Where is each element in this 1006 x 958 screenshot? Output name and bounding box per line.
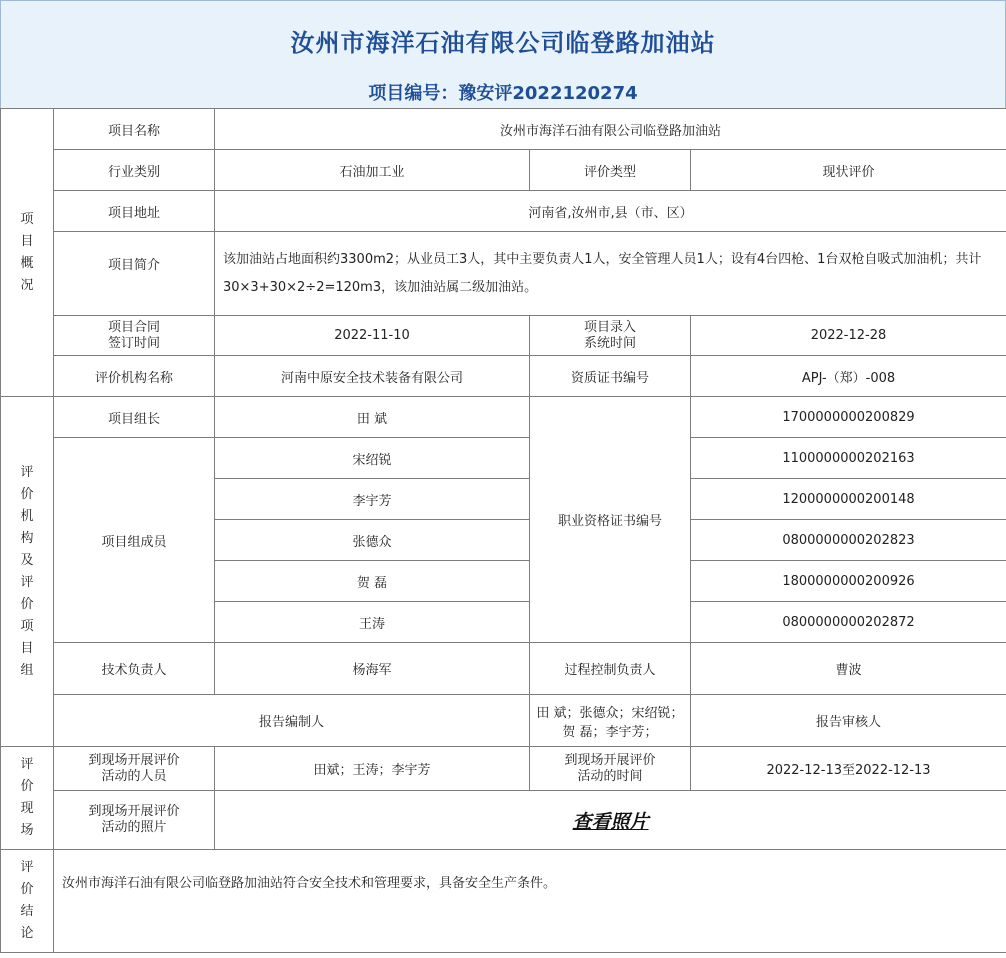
summary-line-2: 30×3+30×2÷2=120m3，该加油站属二级加油站。 <box>223 279 538 295</box>
address-value: 河南省,汝州市,县（市、区） <box>215 191 1006 232</box>
eval-type-label: 评价类型 <box>530 150 691 191</box>
site-group-label: 评 价 现 场 <box>1 747 54 850</box>
industry-value: 石油加工业 <box>215 150 530 191</box>
member-cert: 1200000000200148 <box>691 479 1006 520</box>
tech-lead-value: 杨海军 <box>215 643 530 695</box>
site-time-value: 2022-12-13至2022-12-13 <box>691 747 1006 791</box>
member-name: 王涛 <box>215 602 530 643</box>
view-photos-link[interactable]: 查看照片 <box>572 810 649 833</box>
project-info-table <box>0 108 1006 953</box>
process-lead-label: 过程控制负责人 <box>530 643 691 695</box>
agency-name-label: 评价机构名称 <box>54 356 215 397</box>
qualification-label: 职业资格证书编号 <box>530 397 691 643</box>
agency-name-value: 河南中原安全技术装备有限公司 <box>215 356 530 397</box>
member-cert: 0800000000202872 <box>691 602 1006 643</box>
leader-cert: 1700000000200829 <box>691 397 1006 438</box>
leader-name: 田 斌 <box>215 397 530 438</box>
member-cert: 1800000000200926 <box>691 561 1006 602</box>
overview-group-label: 项 目 概 况 <box>1 109 54 397</box>
member-name: 李宇芳 <box>215 479 530 520</box>
summary-value <box>215 232 1006 316</box>
summary-label: 项目简介 <box>54 232 215 316</box>
member-cert: 0800000000202823 <box>691 520 1006 561</box>
conclusion-group-label: 评 价 结 论 <box>1 850 54 953</box>
page-header <box>0 0 1006 109</box>
report-reviewer-label: 报告审核人 <box>691 695 1006 747</box>
eval-type-value: 现状评价 <box>691 150 1006 191</box>
project-number: 项目编号：豫安评2022120274 <box>368 83 638 104</box>
contract-date-value: 2022-11-10 <box>215 316 530 356</box>
members-label: 项目组成员 <box>54 438 215 643</box>
conclusion-text: 汝州市海洋石油有限公司临登路加油站符合安全技术和管理要求，具备安全生产条件。 <box>54 850 1006 953</box>
tech-lead-label: 技术负责人 <box>54 643 215 695</box>
member-cert: 1100000000202163 <box>691 438 1006 479</box>
cert-no-label: 资质证书编号 <box>530 356 691 397</box>
leader-label: 项目组长 <box>54 397 215 438</box>
entry-date-label: 项目录入 系统时间 <box>530 316 691 356</box>
address-label: 项目地址 <box>54 191 215 232</box>
site-photo-label: 到现场开展评价 活动的照片 <box>54 791 215 850</box>
project-name-label: 项目名称 <box>54 109 215 150</box>
site-photo-cell <box>215 791 1006 850</box>
process-lead-value: 曹波 <box>691 643 1006 695</box>
summary-line-1: 该加油站占地面积约3300m2；从业员工3人，其中主要负责人1人，安全管理人员1人；设有4台四枪、1台双枪自吸式加油机；共计 <box>223 251 982 267</box>
report-author-value: 田 斌；张德众；宋绍锐；贺 磊；李宇芳； <box>530 695 691 747</box>
contract-date-label: 项目合同 签订时间 <box>54 316 215 356</box>
site-time-label: 到现场开展评价 活动的时间 <box>530 747 691 791</box>
member-name: 宋绍锐 <box>215 438 530 479</box>
member-name: 张德众 <box>215 520 530 561</box>
site-people-value: 田斌；王涛；李宇芳 <box>215 747 530 791</box>
page-title: 汝州市海洋石油有限公司临登路加油站 <box>290 29 716 57</box>
project-name-value: 汝州市海洋石油有限公司临登路加油站 <box>215 109 1006 150</box>
cert-no-value: APJ-（郑）-008 <box>691 356 1006 397</box>
industry-label: 行业类别 <box>54 150 215 191</box>
entry-date-value: 2022-12-28 <box>691 316 1006 356</box>
org-group-label: 评 价 机 构 及 评 价 项 目 组 <box>1 397 54 747</box>
member-name: 贺 磊 <box>215 561 530 602</box>
report-author-label: 报告编制人 <box>54 695 530 747</box>
site-people-label: 到现场开展评价 活动的人员 <box>54 747 215 791</box>
